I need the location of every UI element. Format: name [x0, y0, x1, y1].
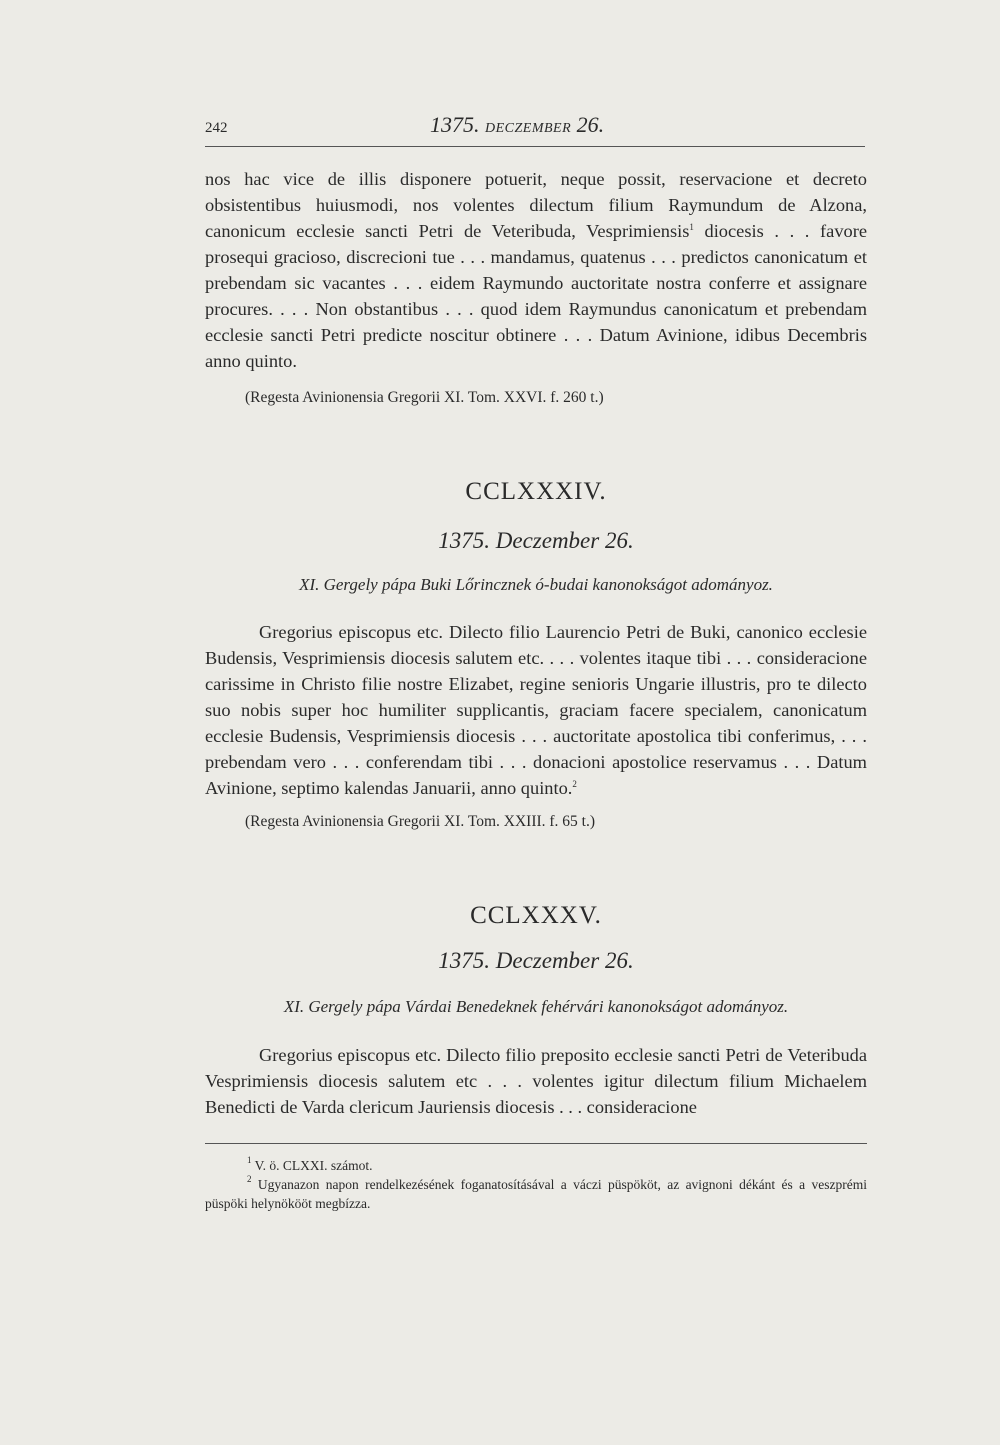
page-number: 242 — [205, 120, 228, 136]
document-date: 1375. Deczember 26. — [438, 528, 634, 553]
page-header — [205, 112, 865, 147]
footnote: $^1$ V. ö. CLXXI. számot. — [247, 1155, 373, 1173]
document-date: 1375. Deczember 26. — [438, 948, 634, 973]
source-reference: (Regesta Avinionensia Gregorii XI. Tom. XXVI. f. 260 t.) — [245, 389, 604, 406]
running-head-month: DECZEMBER — [485, 121, 572, 136]
document-summary: XI. Gergely pápa Várdai Benedeknek fehérvári kanonokságot adományoz. — [283, 997, 789, 1016]
footnotes — [205, 1156, 867, 1213]
footnote-divider — [205, 1143, 867, 1144]
document-summary: XI. Gergely pápa Buki Lőrincznek ó-budai kanonokságot adományoz. — [299, 575, 773, 594]
document-text: Gregorius episcopus etc. Dilecto filio preposito ecclesie sancti Petri de Veteribuda Vesprimiensis diocesis salutem etc . . . volentes igitur dilectum filium Michaelem Benedicti de Varda clericum Jauriensis diocesis . . . consideracione — [205, 1045, 867, 1117]
footnote: $^2$ Ugyanazon napon rendelkezésének foganatosításával a váczi püspököt, az avignoni dékánt és a veszprémi püspöki helynökööt megbízza. — [205, 1174, 867, 1211]
document-numeral: CCLXXXV. — [470, 902, 602, 929]
footnote-mark: 2 — [572, 779, 577, 789]
continuation-text — [205, 166, 867, 374]
document-numeral: CCLXXXIV. — [465, 478, 607, 505]
document-text: Gregorius episcopus etc. Dilecto filio Laurencio Petri de Buki, canonico ecclesie Budensis, Vesprimiensis diocesis salutem etc. . . . volentes itaque tibi . . . consideracione carissime in Christo filie nostre Elizabet, regine senioris Ungarie illustris, pro te dilecto suo nobis super hoc humiliter supplicantis, graciam facere specialem, canonicatum ecclesie Budensis, Vesprimiensis diocesis . . . auctoritate apostolica tibi conferimus, . . . prebendam vero . . . conferendam tibi . . . donacioni apostolice reservamus . . . Datum Avinione, septimo kalendas Januarii, anno quinto.$^2$ — [205, 622, 867, 798]
footnote-mark: 1 — [689, 222, 694, 232]
source-reference: (Regesta Avinionensia Gregorii XI. Tom. XXIII. f. 65 t.) — [245, 813, 596, 830]
running-head-year: 1375. — [430, 112, 480, 137]
running-head-day: 26. — [576, 112, 605, 137]
running-head — [430, 112, 604, 138]
continuation-paragraph: nos hac vice de illis disponere potuerit, neque possit, reservacione et decreto obsistentibus huiusmodi, nos volentes dilectum filium Raymundum de Alzona, canonicum ecclesie sancti Petri de Veteribuda, Vesprimiensis$^1$ diocesis . . . favore prosequi gracioso, discrecioni tue . . . mandamus, quatenus . . . predictos canonicatum et prebendam sic vacantes . . . eidem Raymundo auctoritate nostra conferre et assignare procures. . . . Non obstantibus . . . quod idem Raymundus canonicatum et prebendam ecclesie sancti Petri predicte noscitur obtinere . . . Datum Avinione, idibus Decembris anno quinto. — [205, 169, 867, 371]
